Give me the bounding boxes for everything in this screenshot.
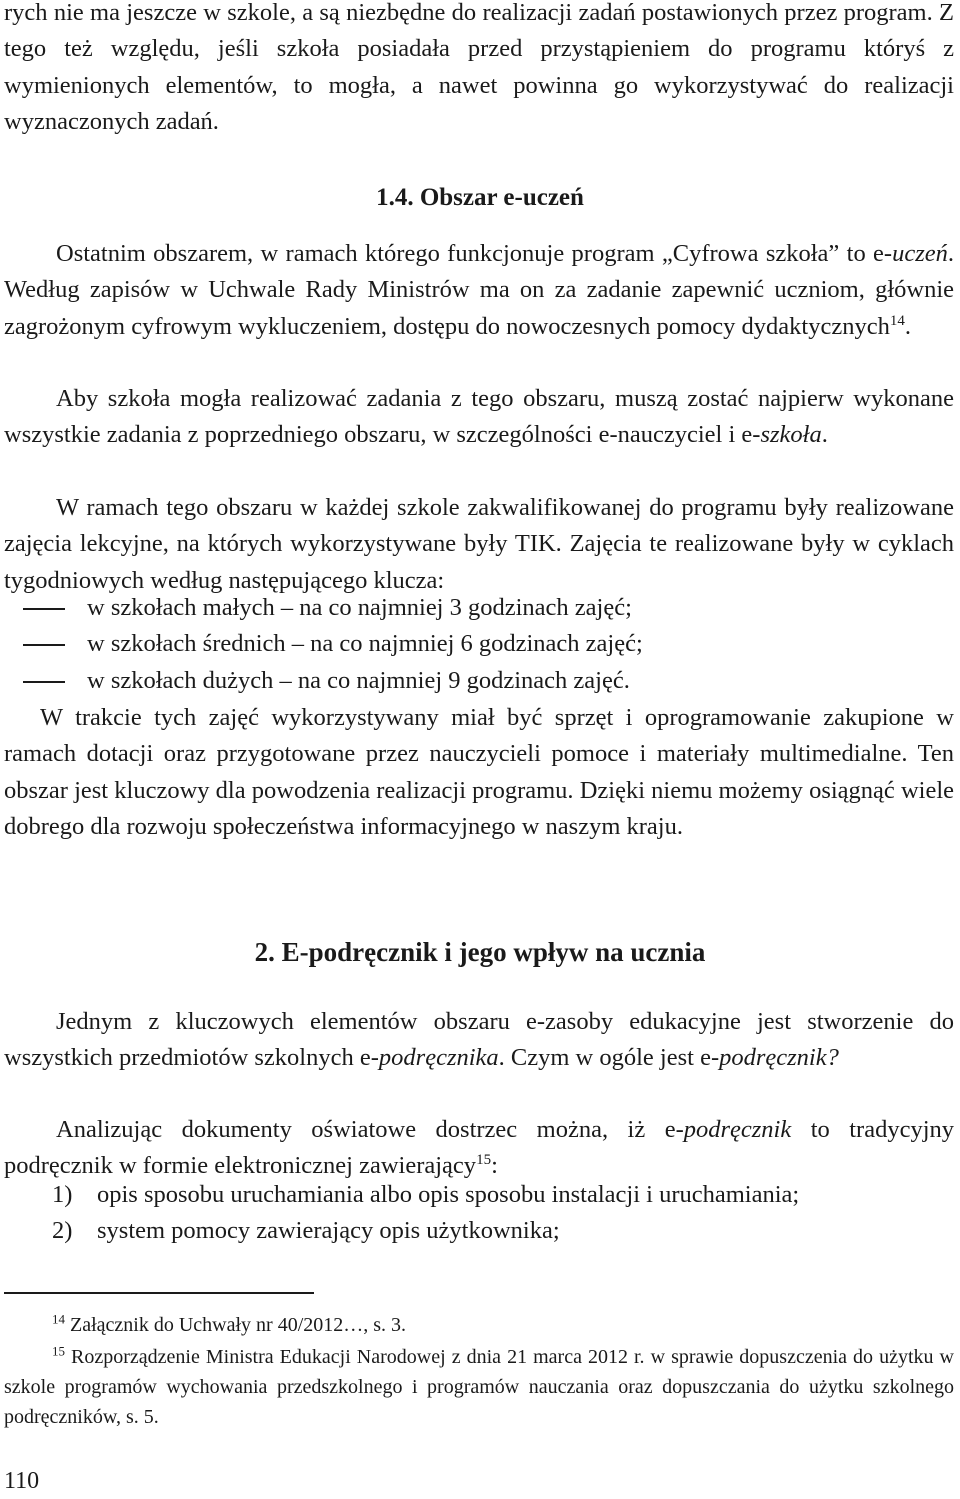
list-item (0, 663, 960, 699)
list-item (0, 1213, 960, 1249)
dash-bullet (23, 608, 65, 610)
numbered-list (0, 1177, 960, 1250)
italic-term: podręcznika (378, 1044, 499, 1072)
text-run: Jednym z kluczowych elementów obszaru e-zasoby edukacyjne jest stworzenie do wszystkich przedmiotów szkolnych e- (4, 1008, 954, 1072)
paragraph-requirements (4, 381, 954, 454)
text-run: . Czym w ogóle jest e- (498, 1044, 720, 1072)
list-number: 1) (52, 1181, 73, 1208)
text-run: to tradycyjny podręcznik w formie elektronicznej zawierający (4, 1116, 955, 1180)
paragraph-definition (4, 1112, 954, 1185)
paragraph-intro: rych nie ma jeszcze w szkole, a są niezbędne do realizacji zadań postawionych przez program. Z tego też względu, jeśli szkoła posiadała przed przystąpieniem do programu któryś z wymienionych elementów, to mogła, a nawet powinna go wykorzystywać do realizacji wyznaczonych zadań. (4, 0, 954, 135)
dash-list (0, 590, 960, 699)
paragraph-lessons: W ramach tego obszaru w każdej szkole zakwalifikowanej do programu były realizowane zajęcia lekcyjne, na których wykorzystywane były TIK. Zajęcia te realizowane były w cyklach tygodniowych według następującego klucza: (4, 494, 954, 594)
italic-term: podręcznik? (719, 1044, 839, 1072)
chapter-heading-2: 2. E-podręcznik i jego wpływ na ucznia (254, 937, 706, 967)
italic-term: uczeń (892, 240, 948, 267)
list-item-text: w szkołach dużych – na co najmniej 9 godzinach zajęć. (87, 666, 630, 694)
footnote-14 (4, 1310, 954, 1340)
footnote-text: Załącznik do Uchwały nr 40/2012…, s. 3. (70, 1314, 407, 1336)
list-item-text: w szkołach małych – na co najmniej 3 godzinach zajęć; (87, 594, 632, 621)
footnote-separator (4, 1292, 314, 1294)
list-item-text: system pomocy zawierający opis użytkownika; (97, 1217, 560, 1245)
list-item (0, 590, 960, 626)
italic-term: szkoła (760, 421, 822, 449)
text-run: : (491, 1152, 498, 1180)
dash-bullet (23, 644, 65, 646)
footnote-text: Rozporządzenie Ministra Edukacji Narodowej z dnia 21 marca 2012 r. w sprawie dopuszczenia do użytku w szkole programów wychowania przedszkolnego i programów nauczania oraz dopuszczania do użytku szkolnego podręczników, s. 5. (4, 1346, 954, 1428)
footnote-ref-14[interactable]: 14 (889, 312, 905, 329)
text-run: . (821, 421, 828, 449)
italic-term: podręcznik (683, 1116, 792, 1143)
list-number: 2) (52, 1217, 73, 1245)
text-run: . (904, 312, 911, 340)
footnote-ref-15[interactable]: 15 (476, 1152, 492, 1169)
page-number: 110 (4, 1468, 40, 1494)
footnote-number: 15 (52, 1343, 65, 1359)
paragraph-e-zasoby (4, 1004, 954, 1077)
text-run: Ostatnim obszarem, w ramach którego funkcjonuje program „Cyfrowa szkoła” to e- (56, 240, 893, 267)
dash-bullet (23, 681, 65, 683)
text-run: Analizując dokumenty oświatowe dostrzec można, iż e- (56, 1116, 684, 1143)
paragraph-e-uczen-intro (4, 236, 954, 345)
paragraph-equipment: W trakcie tych zajęć wykorzystywany miał być sprzęt i oprogramowanie zakupione w ramach dotacji oraz przygotowane przez nauczycieli pomoce i materiały multimedialne. Ten obszar jest kluczowy dla powodzenia realizacji programu. Dzięki niemu możemy osiągnąć wiele dobrego dla rozwoju społeczeństwa informacyjnego w naszym kraju. (4, 704, 954, 840)
list-item (0, 626, 960, 662)
text-run: . Według zapisów w Uchwale Rady Ministrów ma on za zadanie zapewnić uczniom, głównie zagrożonym cyfrowym wykluczeniem, dostępu do nowoczesnych pomocy dydaktycznych (4, 240, 954, 340)
section-heading-1-4: 1.4. Obszar e-uczeń (376, 184, 584, 211)
footnote-15 (4, 1342, 954, 1432)
list-item (0, 1177, 960, 1213)
footnote-number: 14 (52, 1311, 65, 1327)
list-item-text: w szkołach średnich – na co najmniej 6 godzinach zajęć; (87, 630, 643, 658)
list-item-text: opis sposobu uruchamiania albo opis sposobu instalacji i uruchamiania; (97, 1181, 800, 1208)
text-run: Aby szkoła mogła realizować zadania z tego obszaru, muszą zostać najpierw wykonane wszystkie zadania z poprzedniego obszaru, w szczególności e-nauczyciel i e- (4, 385, 954, 449)
